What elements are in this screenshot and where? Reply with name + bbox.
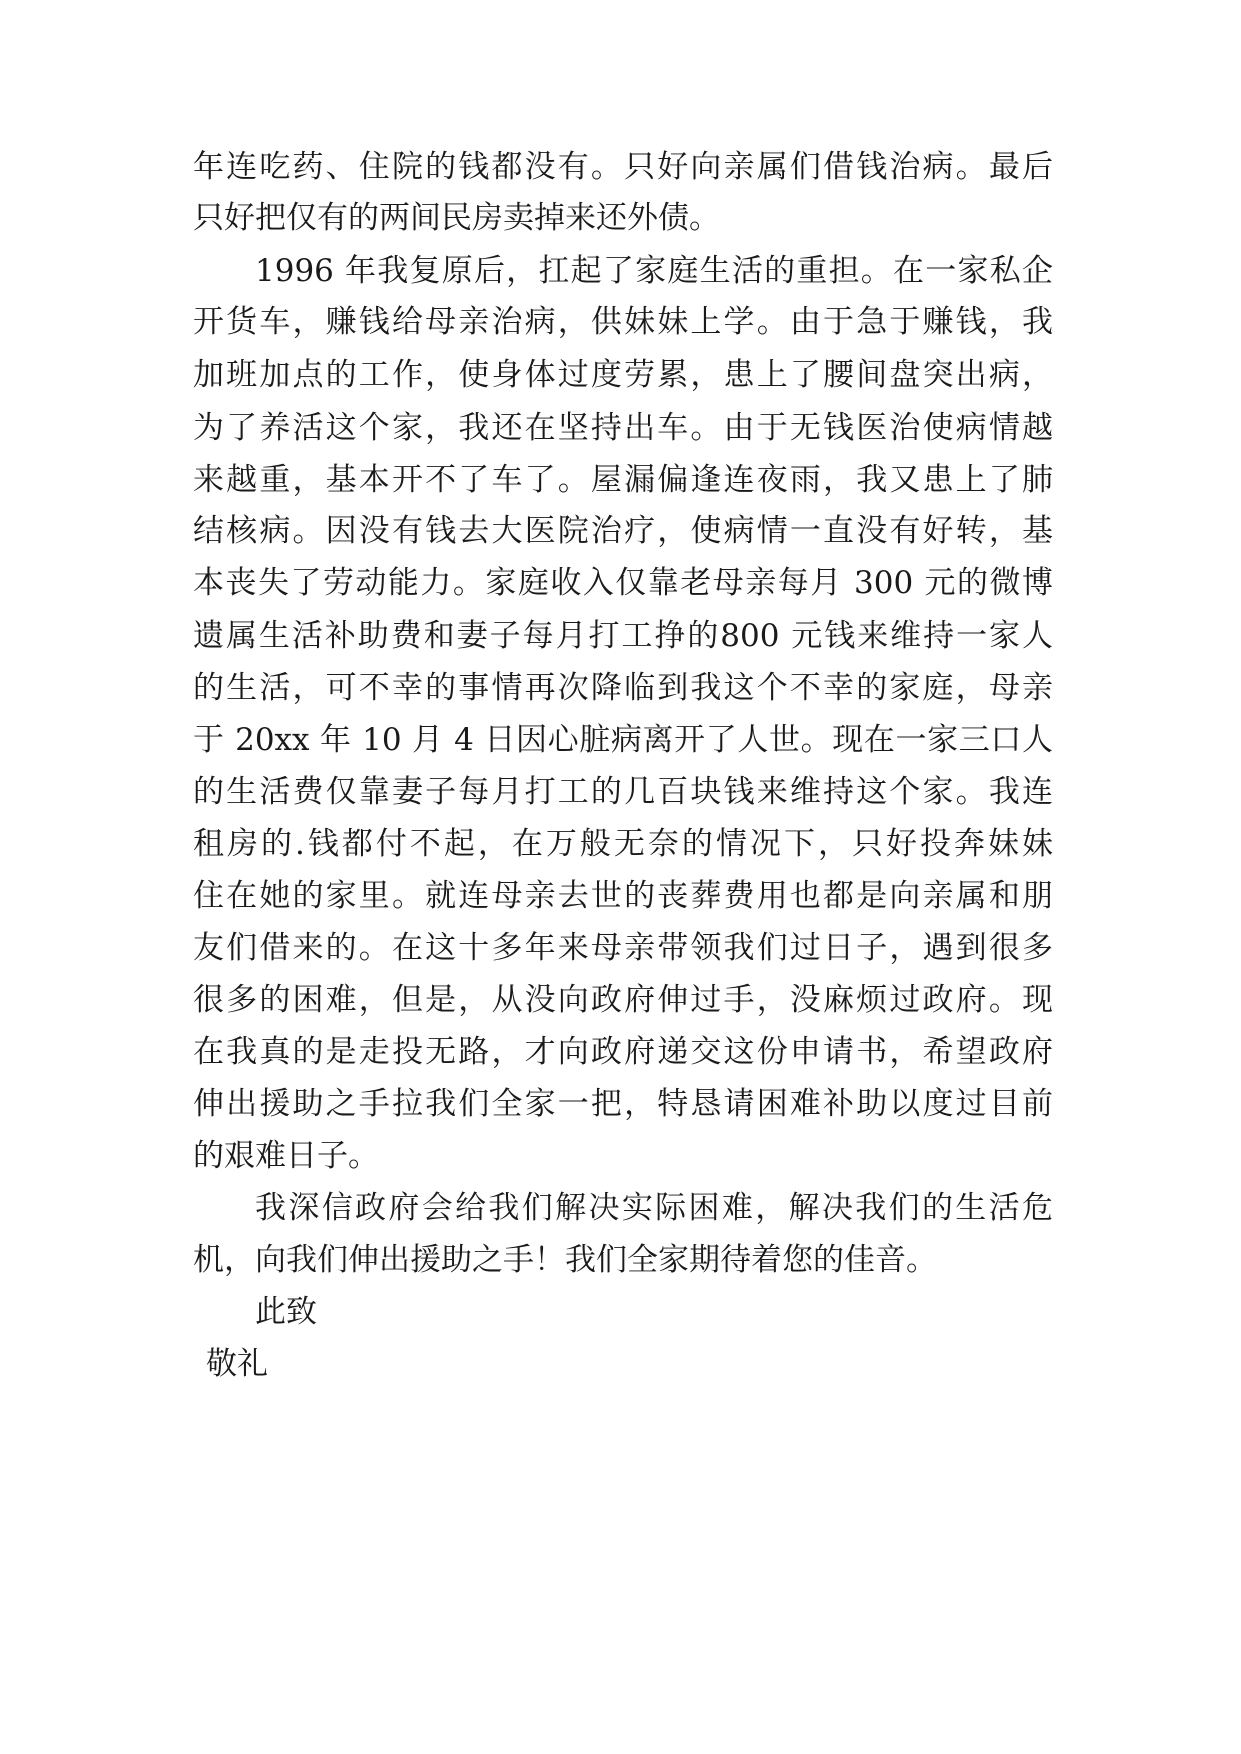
text-line: 1996 年我复原后，扛起了家庭生活的重担。在一家私企 [255, 253, 1053, 289]
text-line: 只好把仅有的两间民房卖掉来还外债。 [193, 200, 720, 236]
text-line: 开货车，赚钱给母亲治病，供妹妹上学。由于急于赚钱，我 [193, 304, 1053, 340]
text-line: 在我真的是走投无路，才向政府递交这份申请书，希望政府 [193, 1034, 1053, 1070]
text-line: 住在她的家里。就连母亲去世的丧葬费用也都是向亲属和朋 [193, 878, 1053, 914]
text-line: 年连吃药、住院的钱都没有。只好向亲属们借钱治病。最后 [193, 149, 1053, 185]
text-line: 很多的困难，但是，从没向政府伸过手，没麻烦过政府。现 [193, 982, 1053, 1018]
text-line: 结核病。因没有钱去大医院治疗，使病情一直没有好转，基 [193, 513, 1053, 549]
text-line: 的生活，可不幸的事情再次降临到我这个不幸的家庭，母亲 [193, 670, 1053, 706]
text-line: 本丧失了劳动能力。家庭收入仅靠老母亲每月 300 元的微博 [193, 565, 1053, 601]
text-line: 租房的.钱都付不起，在万般无奈的情况下，只好投奔妹妹 [193, 826, 1053, 862]
text-line: 的生活费仅靠妻子每月打工的几百块钱来维持这个家。我连 [193, 774, 1053, 810]
text-line: 为了养活这个家，我还在坚持出车。由于无钱医治使病情越 [193, 410, 1053, 446]
text-line: 友们借来的。在这十多年来母亲带领我们过日子，遇到很多 [193, 930, 1053, 966]
text-line: 于 20xx 年 10 月 4 日因心脏病离开了人世。现在一家三口人 [193, 722, 1053, 758]
text-line: 加班加点的工作，使身体过度劳累，患上了腰间盘突出病， [193, 357, 1053, 393]
text-line: 我深信政府会给我们解决实际困难，解决我们的生活危 [255, 1190, 1053, 1226]
text-line: 伸出援助之手拉我们全家一把，特恳请困难补助以度过目前 [193, 1086, 1053, 1122]
text-line: 来越重，基本开不了车了。屋漏偏逢连夜雨，我又患上了肺 [193, 462, 1053, 498]
text-line: 机，向我们伸出援助之手！我们全家期待着您的佳音。 [193, 1242, 937, 1278]
text-line: 的艰难日子。 [193, 1138, 379, 1174]
text-line: 遗属生活补助费和妻子每月打工挣的800 元钱来维持一家人 [193, 618, 1053, 654]
closing-salutation: 此致 [255, 1294, 317, 1330]
closing-regards: 敬礼 [206, 1346, 268, 1382]
